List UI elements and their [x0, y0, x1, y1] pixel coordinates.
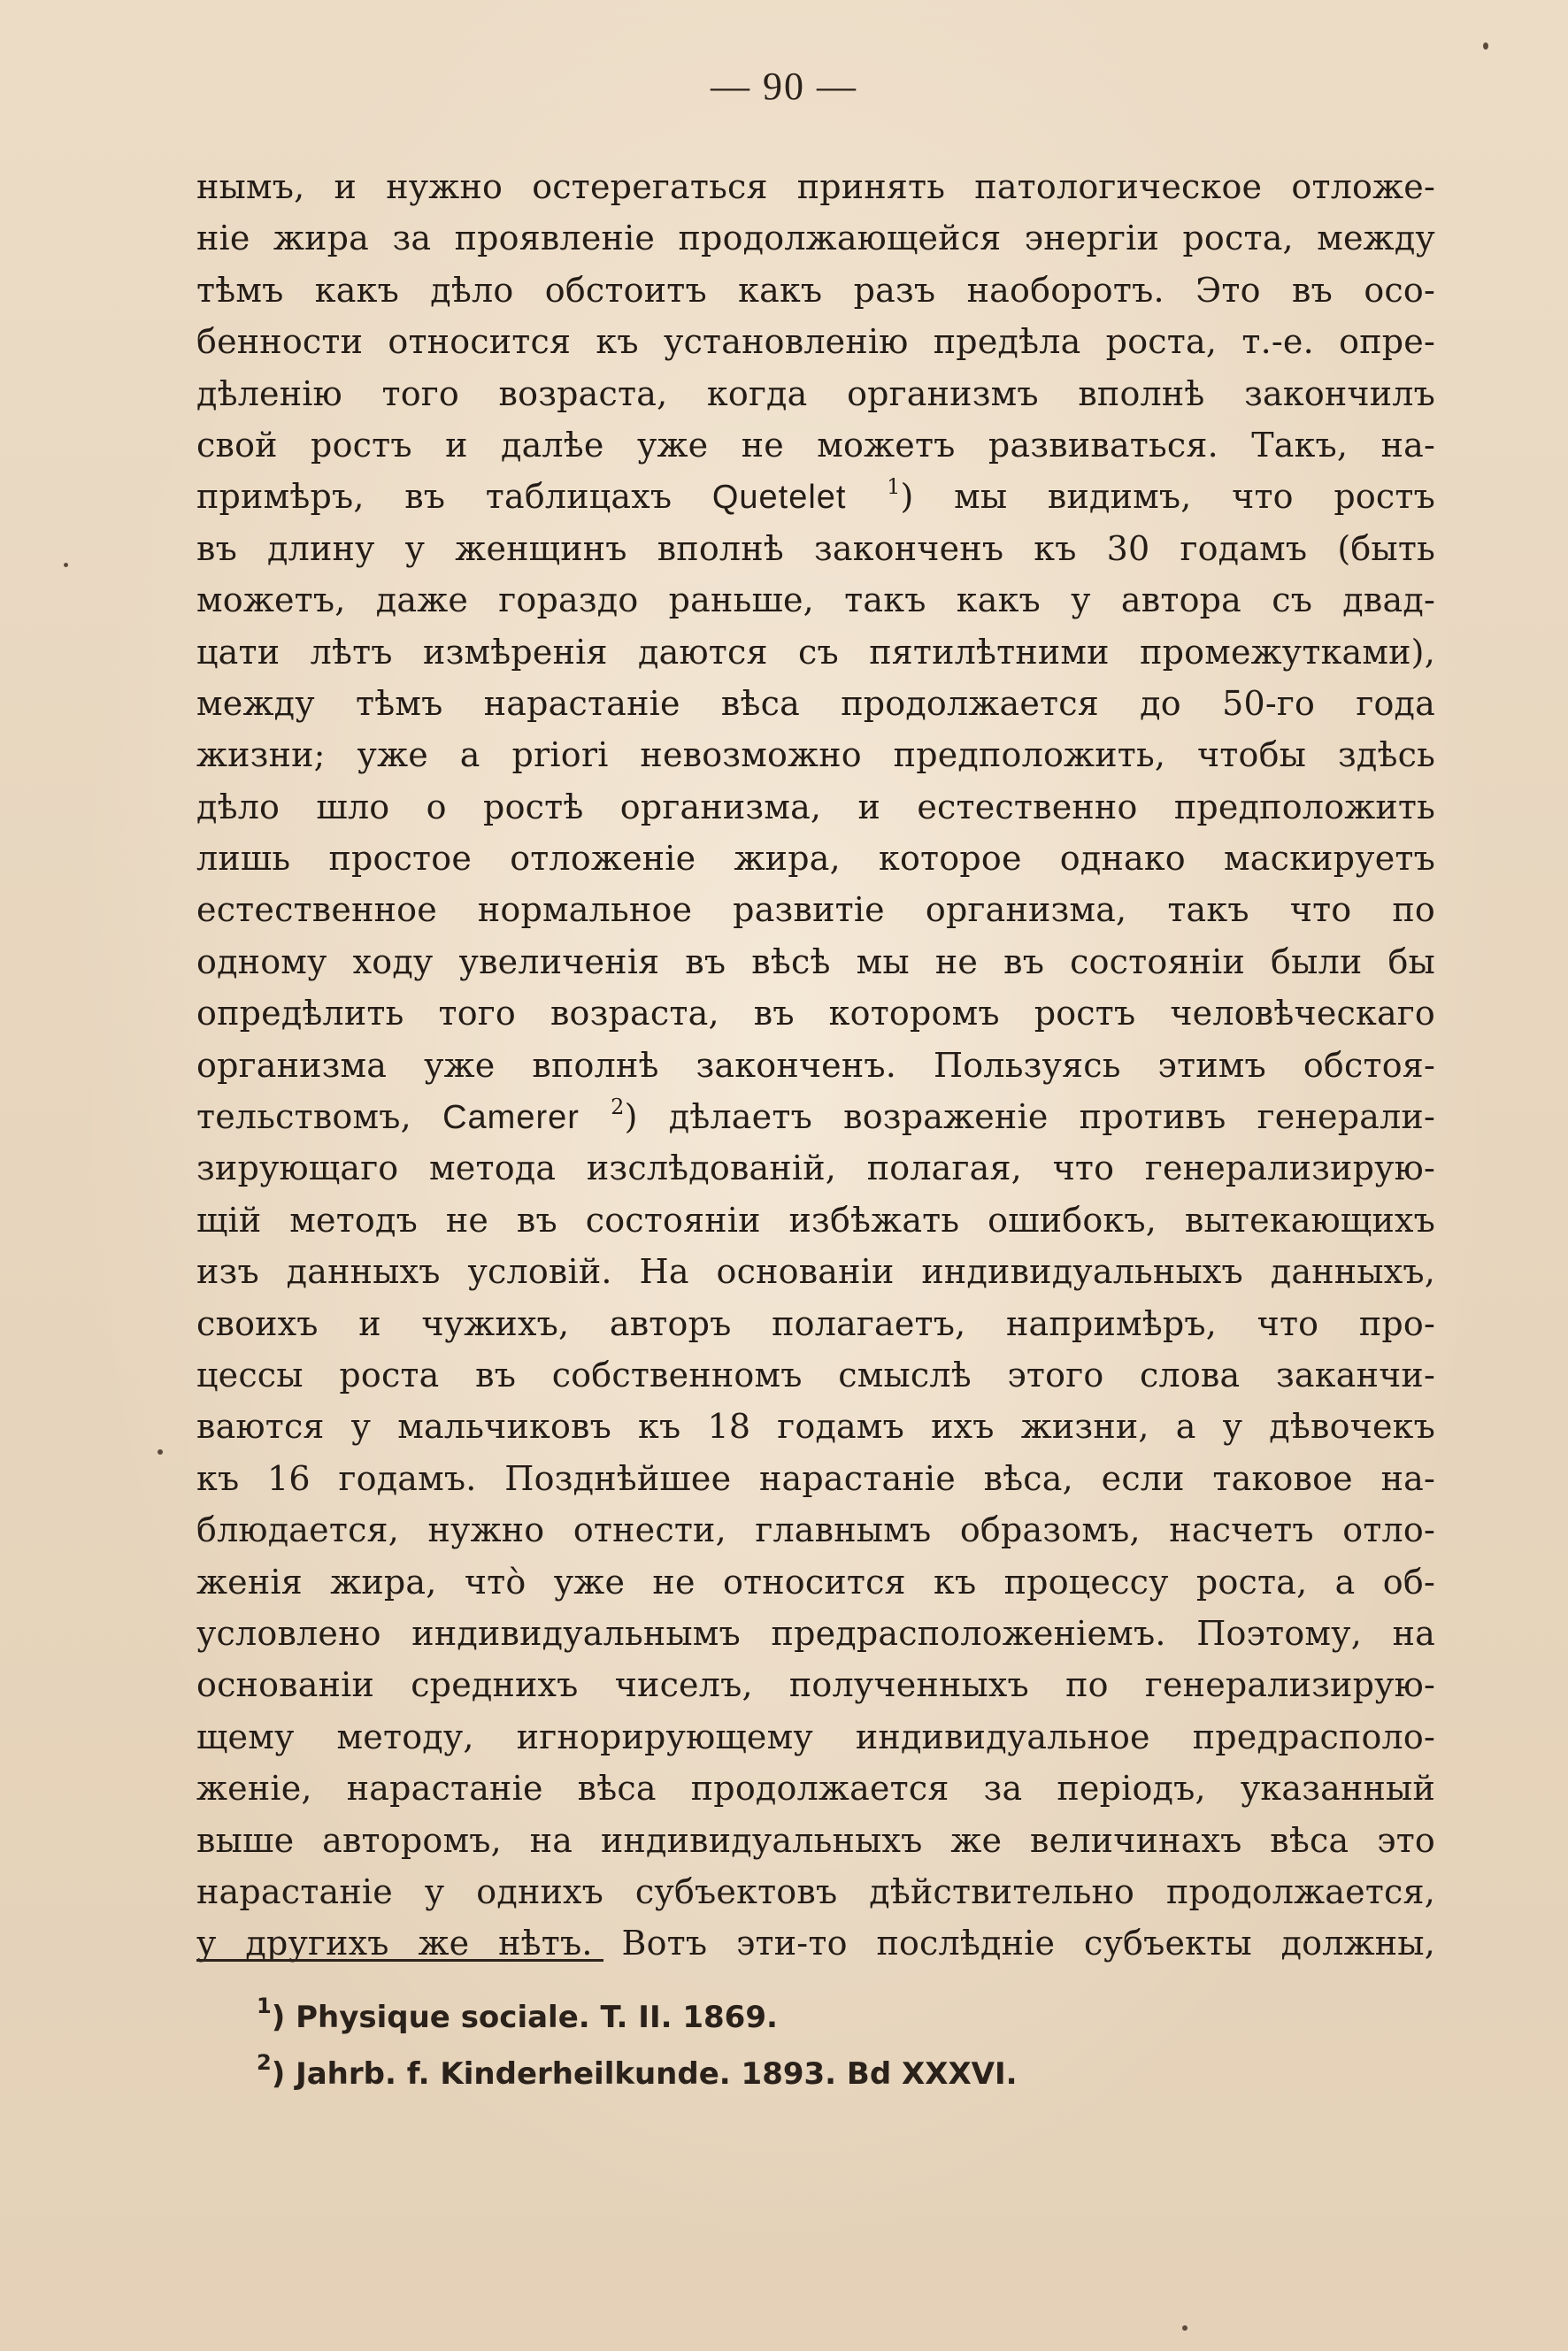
text-line: жизни; уже a priori невозможно предположить, чтобы здѣсь [196, 735, 1435, 775]
cited-author: Quetelet [711, 479, 847, 517]
text-line: нарастанiе у однихъ субъектовъ дѣйствительно продолжается, [196, 1871, 1435, 1911]
text-line: опредѣлить того возраста, въ которомъ ростъ человѣческаго [196, 994, 1435, 1033]
footnote-divider [196, 1959, 603, 1962]
text-line: ваются у мальчиковъ къ 18 годамъ ихъ жизни, а у дѣвочекъ [196, 1407, 1435, 1447]
text-line: блюдается, нужно отнести, главнымъ образомъ, насчетъ отло- [196, 1510, 1435, 1550]
text-line: женiе, нарастанiе вѣса продолжается за перiодъ, указанный [196, 1769, 1435, 1809]
text-fragment: ) мы видимъ, что ростъ [900, 477, 1436, 517]
footnote-marker: 2 [257, 2050, 272, 2075]
text-line: свой ростъ и далѣе уже не можетъ развиваться. Такъ, на- [196, 425, 1435, 465]
text-line: нiе жира за проявленiе продолжающейся энергiи роста, между [196, 219, 1435, 258]
text-line: нымъ, и нужно остерегаться принять патологическое отложе- [196, 167, 1435, 206]
cited-author: Camerer [442, 1099, 580, 1137]
text-line: своихъ и чужихъ, авторъ полагаетъ, напримѣръ, что про- [196, 1303, 1435, 1343]
text-line: зирующаго метода изслѣдованiй, полагая, что генерализирую- [196, 1149, 1435, 1188]
paper-speck [1483, 42, 1488, 50]
text-line: тѣмъ какъ дѣло обстоитъ какъ разъ наоборотъ. Это въ осо- [196, 270, 1435, 310]
text-line: основанiи среднихъ чиселъ, полученныхъ по генерализирую- [196, 1665, 1435, 1705]
text-fragment: тельствомъ, [196, 1097, 443, 1137]
footnote-ref: 2 [611, 1095, 625, 1120]
footnote-2 [257, 2046, 1141, 2102]
text-line: организма уже вполнѣ законченъ. Пользуясь этимъ обстоя- [196, 1045, 1435, 1085]
text-line: можетъ, даже гораздо раньше, такъ какъ у автора съ двад- [196, 580, 1435, 620]
text-line: щiй методъ не въ состоянiи избѣжать ошибокъ, вытекающихъ [196, 1200, 1435, 1240]
text-line: изъ данныхъ условiй. На основанiи индивидуальныхъ данныхъ, [196, 1252, 1435, 1292]
text-line: лишь простое отложенiе жира, которое однако маскируетъ [196, 839, 1435, 879]
footnote-text: ) Jahrb. f. Kinderheilkunde. 1893. Bd XXXVI. [271, 2056, 1018, 2092]
text-line: бенности относится къ установленiю предѣла роста, т.-е. опре- [196, 322, 1435, 362]
text-line: цати лѣтъ измѣренiя даются съ пятилѣтними промежутками), [196, 632, 1435, 672]
text-line: женiя жира, что̀ уже не относится къ процессу роста, а об- [196, 1562, 1435, 1602]
text-line: одному ходу увеличенiя въ вѣсѣ мы не въ состоянiи были бы [196, 941, 1435, 981]
text-line: дѣло шло о ростѣ организма, и естественно предположить [196, 787, 1435, 826]
paper-speck [1182, 2325, 1188, 2331]
paper-speck [158, 1449, 163, 1455]
text-line-with-citation [196, 1091, 1435, 1142]
footnote-text: ) Physique sociale. T. II. 1869. [271, 2000, 778, 2035]
body-text [196, 161, 1435, 1970]
text-line: въ длину у женщинъ вполнѣ законченъ къ 30 годамъ (быть [196, 528, 1435, 568]
text-line: щему методу, игнорирующему индивидуальное предрасполо- [196, 1717, 1435, 1756]
text-line: цессы роста въ собственномъ смыслѣ этого слова заканчи- [196, 1355, 1435, 1394]
text-fragment: примѣръ, въ таблицахъ [196, 477, 712, 517]
text-line: между тѣмъ нарастанiе вѣса продолжается до 50-го года [196, 683, 1435, 723]
text-line: выше авторомъ, на индивидуальныхъ же величинахъ вѣса это [196, 1820, 1435, 1860]
text-line: условлено индивидуальнымъ предрасположенiемъ. Поэтому, на [196, 1613, 1435, 1653]
footnote-marker: 1 [257, 1994, 272, 2018]
text-line-with-citation [196, 471, 1435, 522]
text-line: дѣленiю того возраста, когда организмъ вполнѣ закончилъ [196, 373, 1435, 413]
page-number: — 90 — [711, 65, 857, 108]
paper-speck [64, 563, 68, 567]
footnote-1 [257, 1989, 1141, 2046]
text-line: у другихъ же нѣтъ. Вотъ эти-то послѣднiе субъекты должны, [196, 1924, 1435, 1963]
text-line: къ 16 годамъ. Позднѣйшее нарастанiе вѣса, если таковое на- [196, 1458, 1435, 1498]
footnotes [257, 1989, 1141, 2102]
text-line: естественное нормальное развитiе организма, такъ что по [196, 890, 1435, 930]
footnote-ref: 1 [887, 474, 901, 500]
text-fragment: ) дѣлаетъ возраженiе противъ генерали- [624, 1097, 1435, 1137]
